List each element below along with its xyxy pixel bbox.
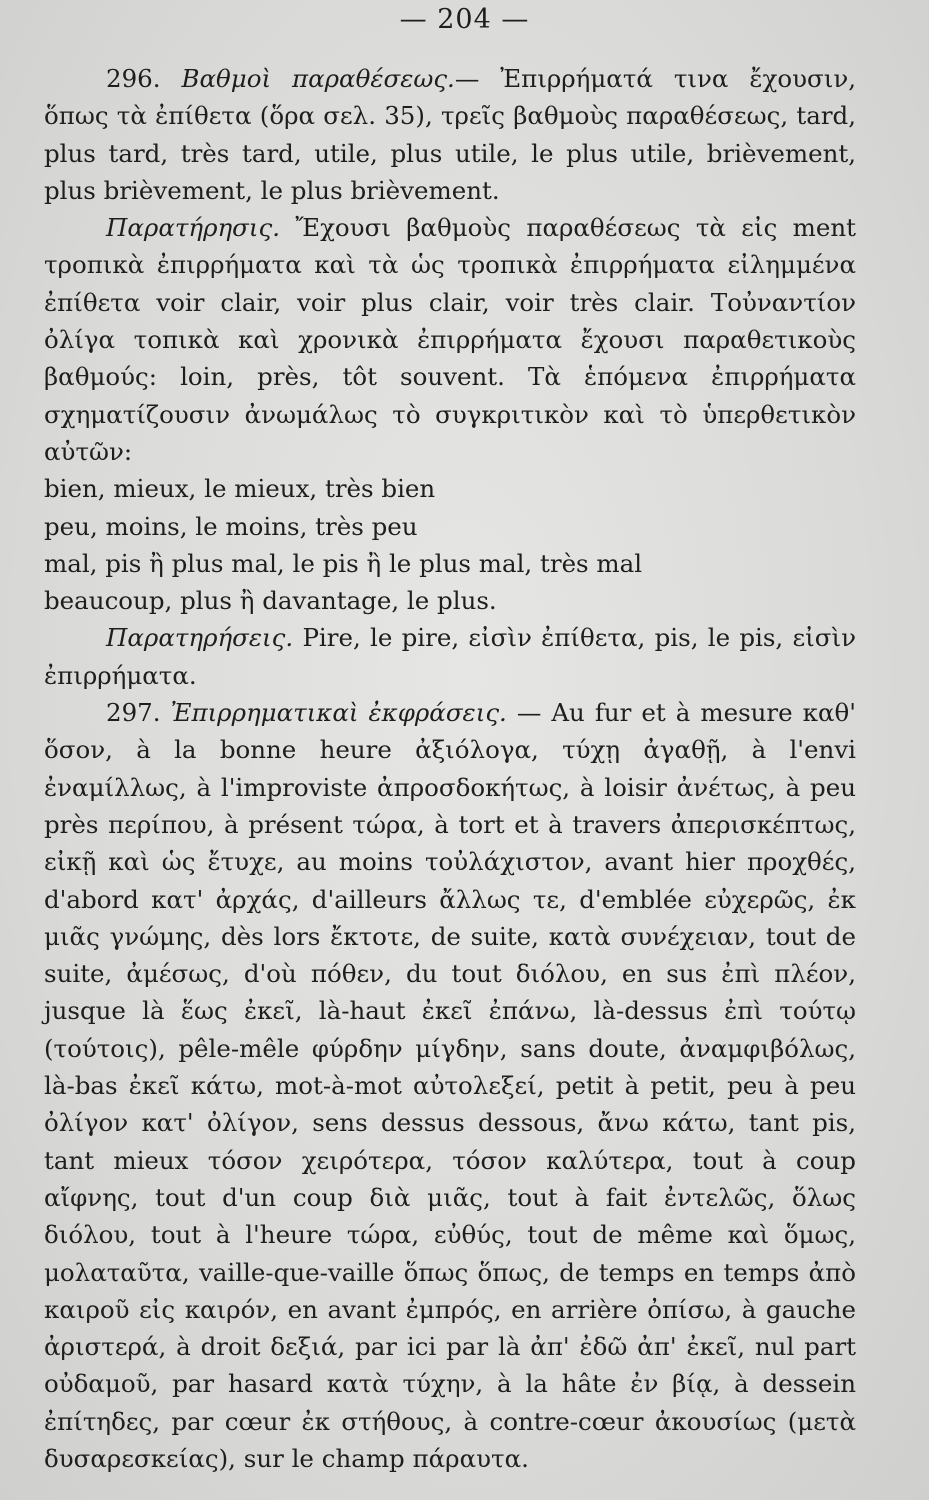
remarks-heading: Παρατηρήσεις. [106,623,294,653]
remark-body: Ἔχουσι βαθμοὺς παραθέσεως τὰ εἰς ment τροπικὰ ἐπιρρήματα καὶ τὰ ὡς τροπικὰ ἐπιρρήματα εἰλημμένα ἐπίθετα voir clair, voir plus clair, voir très clair. Τοὐναντίον ὀλίγα τοπικὰ καὶ χρονικὰ ἐπιρρήματα ἔχουσι παραθετικοὺς βαθμούς: loin, près, tôt souvent. Τὰ ἑπόμενα ἐπιρρήματα σχηματίζουσιν ἀνωμάλως τὸ συγκριτικὸν καὶ τὸ ὑπερθετικὸν αὐτῶν: [44,213,856,466]
list-item: beaucoup, plus ἢ davantage, le plus. [44,586,497,616]
remarks-body: Pire, le pire, εἰσὶν ἐπίθετα, pis, le pis, εἰσὶν ἐπιρρήματα. [44,623,856,690]
section-body: — Au fur et à mesure καθ' ὅσον, à la bonne heure ἀξιόλογα, τύχῃ ἀγαθῇ, à l'envi ἐναμίλλως, à l'improviste ἀπροσδοκήτως, à loisir ἀνέτως, à peu près περίπου, à présent τώρα, à tort et à travers ἀπερισκέπτως, εἰκῇ καὶ ὡς ἔτυχε, au moins τοὐλάχιστον, avant hier προχθές, d'abord κατ' ἀρχάς, d'ailleurs ἄλλως τε, d'emblée εὐχερῶς, ἐκ μιᾶς γνώμης, dès lors ἔκτοτε, de suite, κατὰ συνέχειαν, tout de suite, ἀμέσως, d'où πόθεν, du tout διόλου, en sus ἐπὶ πλέον, jusque là ἕως ἐκεῖ, là-haut ἐκεῖ ἐπάνω, là-dessus ἐπὶ τούτῳ (τούτοις), pêle-mêle φύρδην μίγδην, sans doute, ἀναμφιβόλως, là-bas ἐκεῖ κάτω, mot-à-mot αὐτολεξεί, petit à petit, peu à peu ὀλίγον κατ' ὀλίγον, sens dessus dessous, ἄνω κάτω, tant pis, tant mieux τόσον χειρότερα, τόσον καλύτερα, tout à coup αἴφνης, tout d'un coup διὰ μιᾶς, tout à fait ἐντελῶς, ὅλως διόλου, tout à l'heure τώρα, εὐθύς, tout de même καὶ ὅμως, μολαταῦτα, vaille-que-vaille ὅπως ὅπως, de temps en temps ἀπὸ καιροῦ εἰς καιρόν, en avant ἐμπρός, en arrière ὀπίσω, à gauche ἀριστερά, à droit δεξιά, par ici par là ἀπ' ἐδῶ ἀπ' ἐκεῖ, nul part οὐδαμοῦ, par hasard κατὰ τύχην, à la hâte ἐν βίᾳ, à dessein ἐπίτηδες, par cœur ἐκ στήθους, à contre-cœur ἀκουσίως (μετὰ δυσαρεσκείας), sur le champ πάραυτα. [44,698,856,1473]
section-heading: Βαθμοὶ παραθέσεως. [181,64,455,93]
page-text [44,60,856,1477]
section-heading: Ἐπιρρηματικαὶ ἐκφράσεις. [170,698,507,728]
remark-paragraph [44,209,856,470]
section-297 [44,694,856,1477]
list-item: mal, pis ἢ plus mal, le pis ἢ le plus mal, très mal [44,548,643,578]
remark-heading: Παρατήρησις. [106,213,281,243]
section-body: — Ἐπιρρήματά τινα ἔχουσιν, ὅπως τὰ ἐπίθετα (ὅρα σελ. 35), τρεῖς βαθμοὺς παραθέσεως, tard, plus tard, très tard, utile, plus utile, le plus utile, brièvement, plus brièvement, le plus brièvement. [44,64,856,205]
page-number: — 204 — [399,4,530,35]
section-296 [44,60,856,209]
section-number: 296. [106,64,161,93]
list-item: peu, moins, le moins, très peu [44,511,418,541]
list-item: bien, mieux, le mieux, très bien [44,474,436,504]
section-number: 297. [106,698,161,728]
remarks-paragraph [44,619,856,694]
